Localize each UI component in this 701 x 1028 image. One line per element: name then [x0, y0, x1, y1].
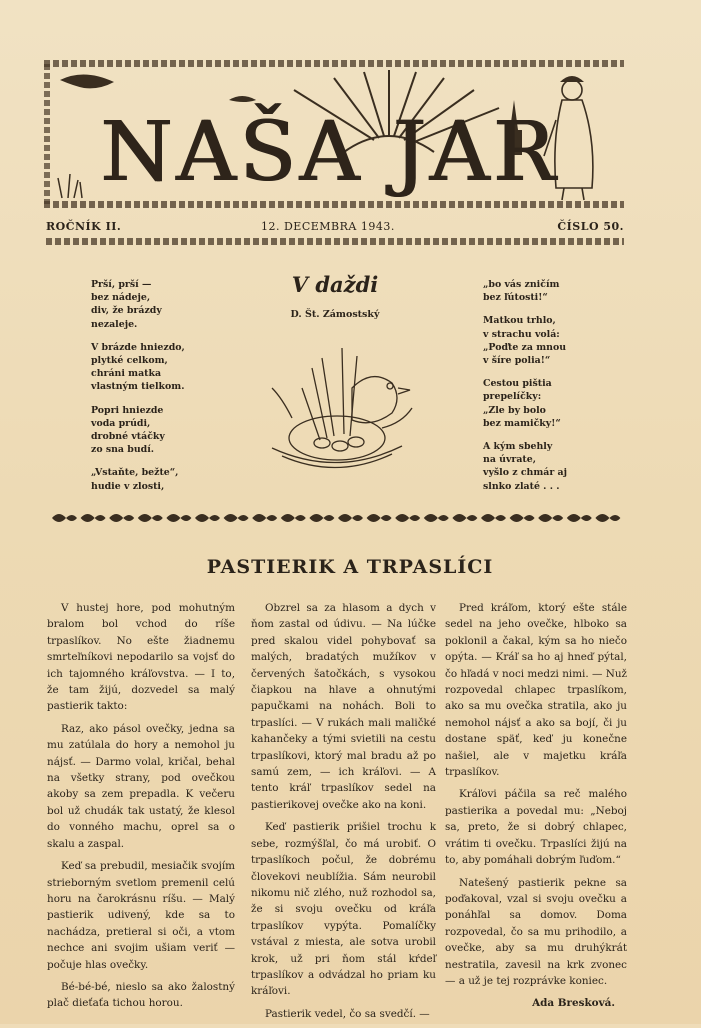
issue-date: 12. DECEMBRA 1943.	[261, 220, 395, 233]
poem-stanza: A kým sbehly na úvrate, vyšlo z chmár aj slnko zlaté . . .	[483, 441, 568, 492]
article-paragraph: Kráľovi páčila sa reč malého pastierika a povedal mu: „Neboj sa, preto, že si dobrý chlapec, vrátim ti ovečku. Trpaslíci žijú na to, aby pomáhali dobrým ľuďom.“	[445, 788, 627, 867]
issue-number: ČÍSLO 50.	[557, 220, 624, 233]
article-paragraph: Pred kráľom, ktorý ešte stále sedel na jeho ovečke, hlboko sa poklonil a čakal, kým sa ho niečo opýta. — Kráľ sa ho aj hneď pýtal, čo hľadá v noci medzi nimi. — Nuž rozpovedal chlapec trpaslíkom, ako sa mu ovečka stratila, ako ju nemohol nájsť a ako sa bojí, či ju dostane späť, keď ju konečne našiel, ale v majetku kráľa trpaslíkov.	[445, 602, 627, 779]
ornament-leaf	[166, 514, 191, 522]
masthead-meta	[46, 220, 624, 236]
ornament-leaf	[81, 514, 106, 522]
meta-rule	[46, 238, 624, 245]
poem-stanza: „Vstaňte, bežte“, hudie v zlosti,	[91, 467, 179, 492]
poem-author: D. Št. Zámostský	[290, 309, 380, 320]
ornament-leaf	[195, 514, 220, 522]
ornament-leaf	[481, 514, 506, 522]
article-paragraph: Keď sa prebudil, mesiačik svojím strieborným svetlom premenil celú horu na čarokrásnu ríšu. — Malý pastierik udivený, kde sa to nachádza, pretieral si oči, a vtom nechce ani svojim ušiam veriť — počuje hlas ovečky.	[47, 860, 235, 971]
ornament-leaf	[252, 514, 277, 522]
ornament-leaf	[109, 514, 134, 522]
ornament-leaf	[309, 514, 334, 522]
volume-label: ROČNÍK II.	[46, 220, 122, 233]
ornament-leaf	[538, 514, 563, 522]
poem-stanza: Matkou trhlo, v strachu volá: „Poďte za mnou v šíre polia!“	[483, 315, 567, 367]
ornament-leaf	[52, 514, 77, 522]
poem-stanza: Cestou pištia prepelíčky: „Zle by bolo bez mamičky!“	[483, 378, 561, 429]
poem-stanza: V brázde hniezdo, plytké celkom, chráni matka vlastným tielkom.	[91, 341, 185, 393]
poem-left-column	[91, 278, 221, 503]
ornament-leaf	[395, 514, 420, 522]
article-paragraph: V hustej hore, pod mohutným bralom bol vchod do ríše trpaslíkov. No ešte žiadnemu smrteľníkovi nepodarilo sa vojsť do ich tajomného kráľovstva. — I to, že tam žijú, dozvedel sa malý pastierik takto:	[47, 602, 235, 713]
article-paragraph: Raz, ako pásol ovečky, jedna sa mu zatúlala do hory a nemohol ju nájsť. — Darmo volal, kričal, behal na všetky strany, pod ovečkou akoby sa zem prepadla. K večeru bol už chudák tak ustatý, že klesol do vonného machu, oprel sa o skalu a zaspal.	[47, 722, 235, 850]
article-title: PASTIERIK A TRPASLÍCI	[206, 556, 494, 578]
masthead	[44, 60, 624, 208]
article-column-3	[445, 600, 627, 1012]
ornament-leaf	[510, 514, 535, 522]
poem-title: V daždi	[291, 272, 379, 297]
masthead-title: NAŠA JAR	[99, 105, 559, 200]
poem-stanza: „bo vás zničím bez ľútosti!“	[483, 279, 560, 304]
article-column-2	[251, 600, 436, 1028]
ornament-leaf	[224, 514, 249, 522]
ornamental-divider	[44, 508, 624, 528]
article-paragraph: Obzrel sa za hlasom a dych v ňom zastal od údivu. — Na lúčke pred skalou videl pohybovať sa malých, bradatých mužíkov v červených šatočkách, s vysokou čiapkou na hlave a ohnutými papučkami na nohách. Boli to trpaslíci. — V rukách mali maličké kahančeky a tými svietili na cestu trpaslíkovi, ktorý mal bradu až po samú zem, — ich kráľovi. — A tento kráľ trpaslíkov sedel na pastierikovej ovečke ako na koni.	[251, 602, 436, 811]
ornament-leaf	[452, 514, 477, 522]
ornament-leaf	[281, 514, 306, 522]
ornament-leaf	[338, 514, 363, 522]
ornament-leaf	[595, 514, 620, 522]
ornament-leaf	[138, 514, 163, 522]
article-paragraph: Natešený pastierik pekne sa poďakoval, vzal si svoju ovečku a ponáhľal sa domov. Doma rozpovedal, čo sa mu prihodilo, a ovečke, aby sa mu druhýkrát nestratila, zavesil na krk zvonec — a už je tej rozprávke koniec.	[445, 876, 627, 987]
poem-stanza: Popri hniezde voda prúdi, drobné vtáčky zo sna budí.	[91, 404, 165, 456]
ornament-leaf	[424, 514, 449, 522]
poem-right-column	[483, 278, 593, 503]
article-column-1	[47, 600, 235, 1018]
article-author: Ada Bresková.	[532, 997, 615, 1010]
masthead-bottom-border	[44, 201, 624, 208]
ornament-leaf	[367, 514, 392, 522]
article-paragraph: Pastierik vedel, čo sa svedčí. —	[265, 1007, 430, 1020]
poem-stanza: Prší, prší — bez nádeje, div, že brázdy nezaleje.	[91, 279, 162, 330]
ornament-leaf	[567, 514, 592, 522]
article-paragraph: Bé-bé-bé, nieslo sa ako žalostný plač dieťaťa tichou horou.	[47, 980, 235, 1010]
bird-nest-illustration	[252, 328, 422, 488]
article-paragraph: Keď pastierik prišiel trochu k sebe, rozmýšľal, čo má urobiť. O trpaslíkoch počul, že dobrému človekovi neublížia. Sám neurobil nikomu nič zlého, nuž rozhodol sa, že si svoju ovečku od kráľa trpaslíkov vypýta. Pomalíčky vstával z miesta, ale sotva urobil krok, už pri ňom stál kŕdeľ trpaslíkov a odvádzal ho priam ku kráľovi.	[251, 821, 436, 998]
